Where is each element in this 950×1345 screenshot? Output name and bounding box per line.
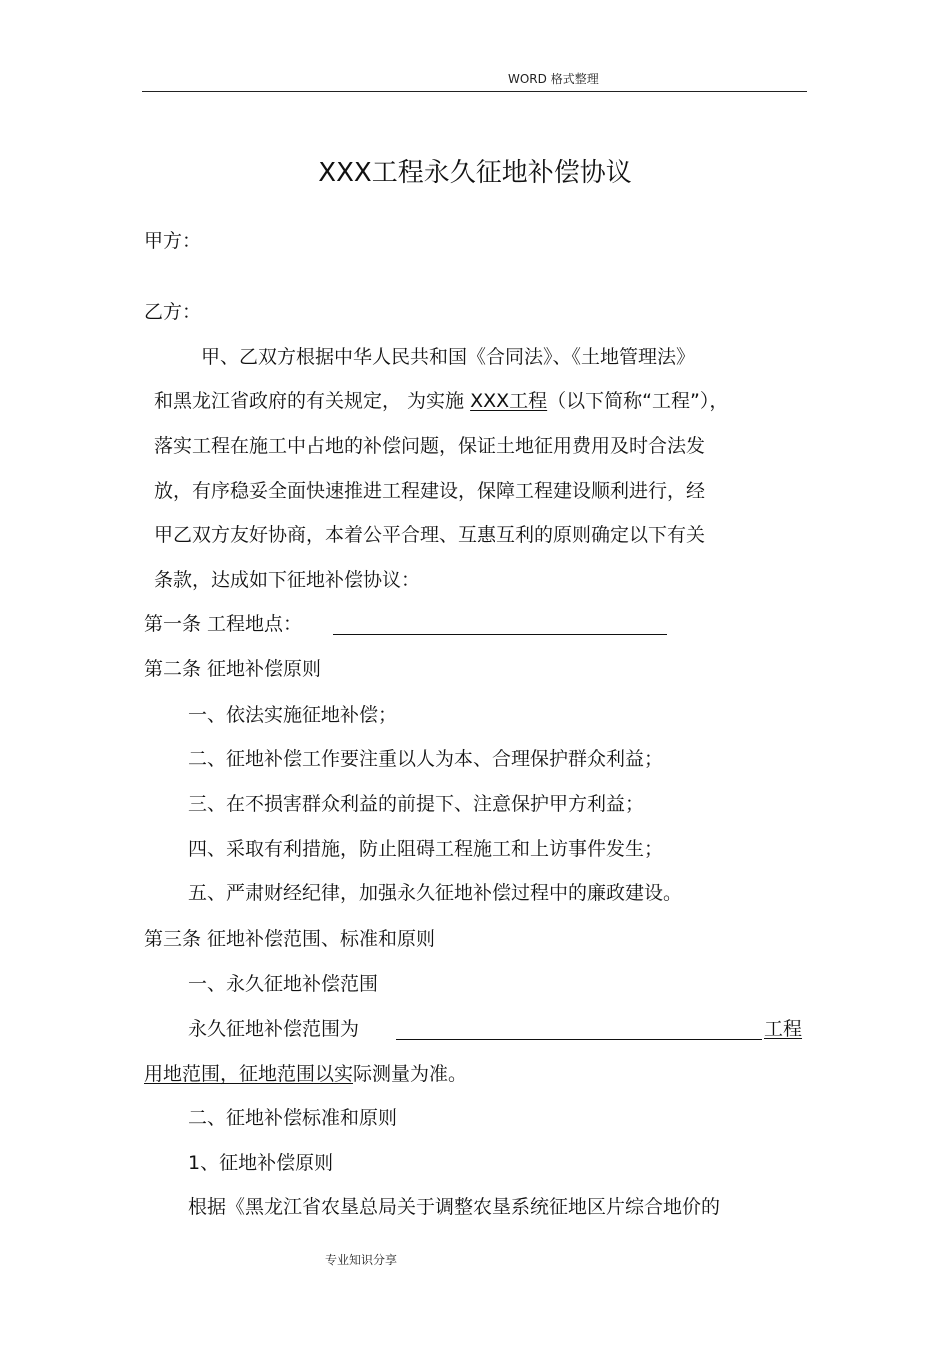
party-b-label: 乙方： <box>144 301 202 323</box>
article-2-item-5: 五、严肃财经纪律，加强永久征地补偿过程中的廉政建设。 <box>188 882 683 904</box>
page-footer: 专业知识分享 <box>325 1253 398 1267</box>
intro-line-2 <box>154 389 728 413</box>
article-2-item-1: 一、依法实施征地补偿； <box>188 704 398 726</box>
scope-label: 永久征地补偿范围为 <box>188 1018 360 1040</box>
intro-line-6: 条款，达成如下征地补偿协议： <box>154 569 421 591</box>
article-3-sub-1: 一、永久征地补偿范围 <box>188 973 379 995</box>
intro-line-5: 甲乙双方友好协商，本着公平合理、互惠互利的原则确定以下有关 <box>154 524 706 546</box>
project-name: XXX工程 <box>470 390 548 412</box>
scope-suffix: 工程 <box>764 1018 803 1040</box>
article-2-label: 第二条 征地补偿原则 <box>144 658 322 680</box>
scope-line-2-rest: 际测量为准。 <box>353 1063 468 1085</box>
scope-line-2-underlined: 用地范围，征地范围以实 <box>144 1063 354 1085</box>
article-1-label: 第一条 工程地点： <box>144 613 303 635</box>
party-a-label: 甲方： <box>144 230 202 252</box>
intro-line-2-pre: 和黑龙江省政府的有关规定， 为实施 <box>154 390 471 412</box>
intro-line-4: 放，有序稳妥全面快速推进工程建设，保障工程建设顺利进行，经 <box>154 480 706 502</box>
article-2-item-4: 四、采取有利措施，防止阻碍工程施工和上访事件发生； <box>188 838 664 860</box>
scope-line-2 <box>144 1062 467 1086</box>
scope-blank <box>396 1021 762 1040</box>
header-rule <box>142 91 807 92</box>
basis-line: 根据《黑龙江省农垦总局关于调整农垦系统征地区片综合地价的 <box>188 1196 721 1218</box>
document-title: XXX工程永久征地补偿协议 <box>318 158 632 188</box>
intro-line-3: 落实工程在施工中占地的补偿问题，保证土地征用费用及时合法发 <box>154 435 706 457</box>
article-2-item-2: 二、征地补偿工作要注重以人为本、合理保护群众利益； <box>188 748 664 770</box>
page-header: WORD 格式整理 <box>508 72 599 86</box>
intro-line-1: 甲、乙双方根据中华人民共和国《合同法》、《土地管理法》 <box>201 346 696 368</box>
article-3-sub-2: 二、征地补偿标准和原则 <box>188 1107 398 1129</box>
location-blank <box>333 616 667 635</box>
intro-line-2-post: （以下简称“工程”）， <box>547 390 729 412</box>
article-3-label: 第三条 征地补偿范围、标准和原则 <box>144 928 436 950</box>
article-3-sub-2-1: 1、征地补偿原则 <box>188 1152 334 1174</box>
article-2-item-3: 三、在不损害群众利益的前提下、注意保护甲方利益； <box>188 793 645 815</box>
article-1 <box>144 612 302 636</box>
